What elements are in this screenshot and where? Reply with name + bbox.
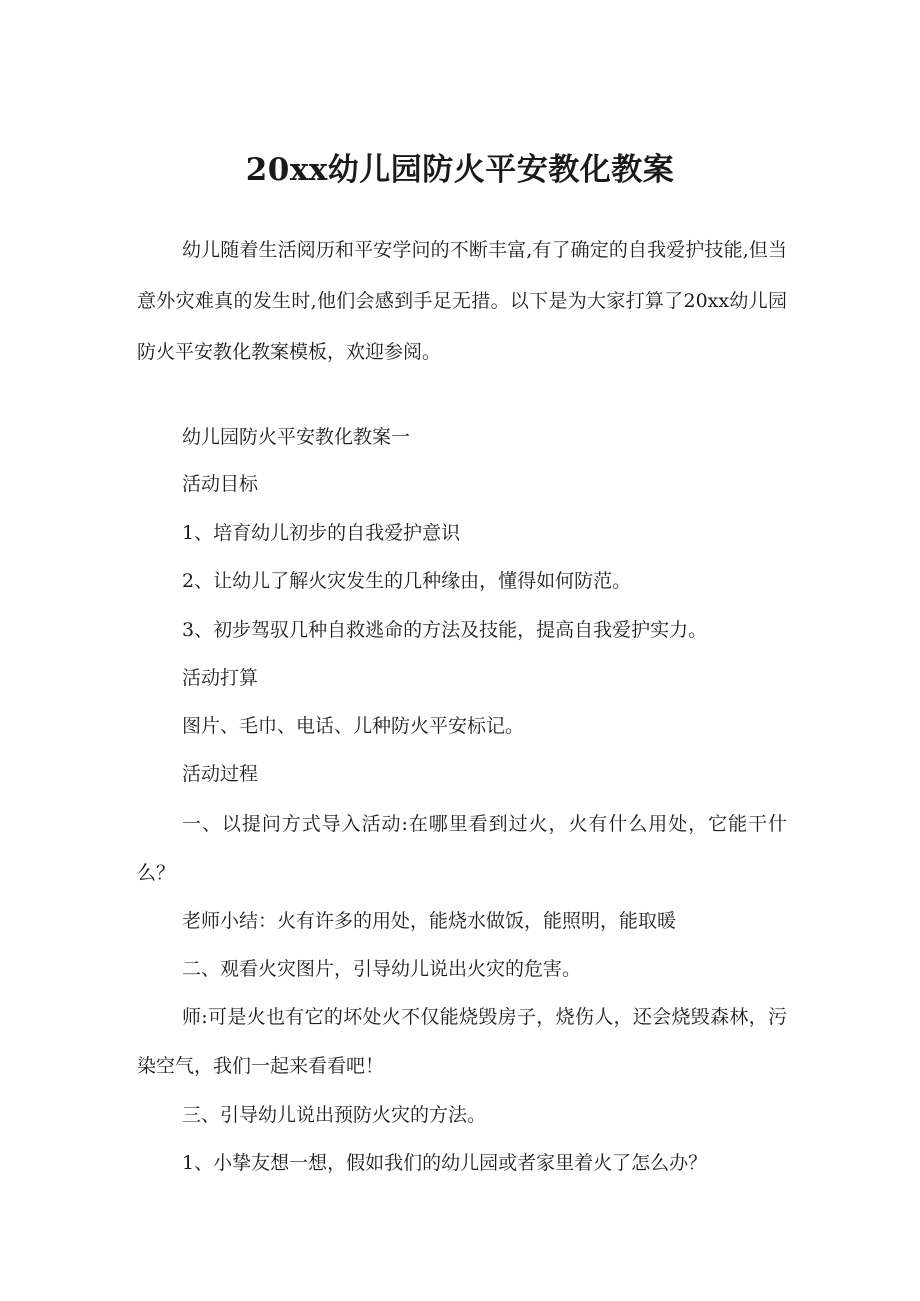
preparation-text: 图片、毛巾、电话、儿种防火平安标记。 — [182, 715, 525, 737]
process-step: 二、观看火灾图片，引导幼儿说出火灾的危害。 — [182, 958, 582, 980]
goal-item: 1、培育幼儿初步的自我爱护意识 — [182, 522, 461, 544]
subheading-process: 活动过程 — [182, 763, 259, 785]
section-heading: 幼儿园防火平安教化教案一 — [182, 426, 411, 448]
goal-item: 3、初步驾驭几种自救逃命的方法及技能，提高自我爱护实力。 — [182, 619, 708, 641]
goal-item: 2、让幼儿了解火灾发生的几种缘由，懂得如何防范。 — [182, 570, 632, 592]
intro-paragraph: 幼儿随着生活阅历和平安学问的不断丰富,有了确定的自我爱护技能,但当意外灾难真的发生时,他们会感到手足无措。以下是为大家打算了20xx幼儿园防火平安教化教案模板，欢迎参阅。 — [137, 239, 787, 363]
process-step: 三、引导幼儿说出预防火灾的方法。 — [182, 1104, 487, 1126]
subheading-goals: 活动目标 — [182, 473, 259, 495]
document-title: 20xx幼儿园防火平安教化教案 — [245, 152, 675, 188]
process-step: 一、以提问方式导入活动:在哪里看到过火，火有什么用处，它能干什么？ — [137, 813, 787, 884]
process-question: 1、小挚友想一想，假如我们的幼儿园或者家里着火了怎么办？ — [182, 1152, 708, 1174]
teacher-speech: 师:可是火也有它的坏处火不仅能烧毁房子，烧伤人，还会烧毁森林，污染空气，我们一起来看看吧！ — [137, 1006, 787, 1077]
subheading-preparation: 活动打算 — [182, 667, 259, 689]
teacher-summary: 老师小结：火有许多的用处，能烧水做饭，能照明，能取暖 — [182, 910, 677, 932]
